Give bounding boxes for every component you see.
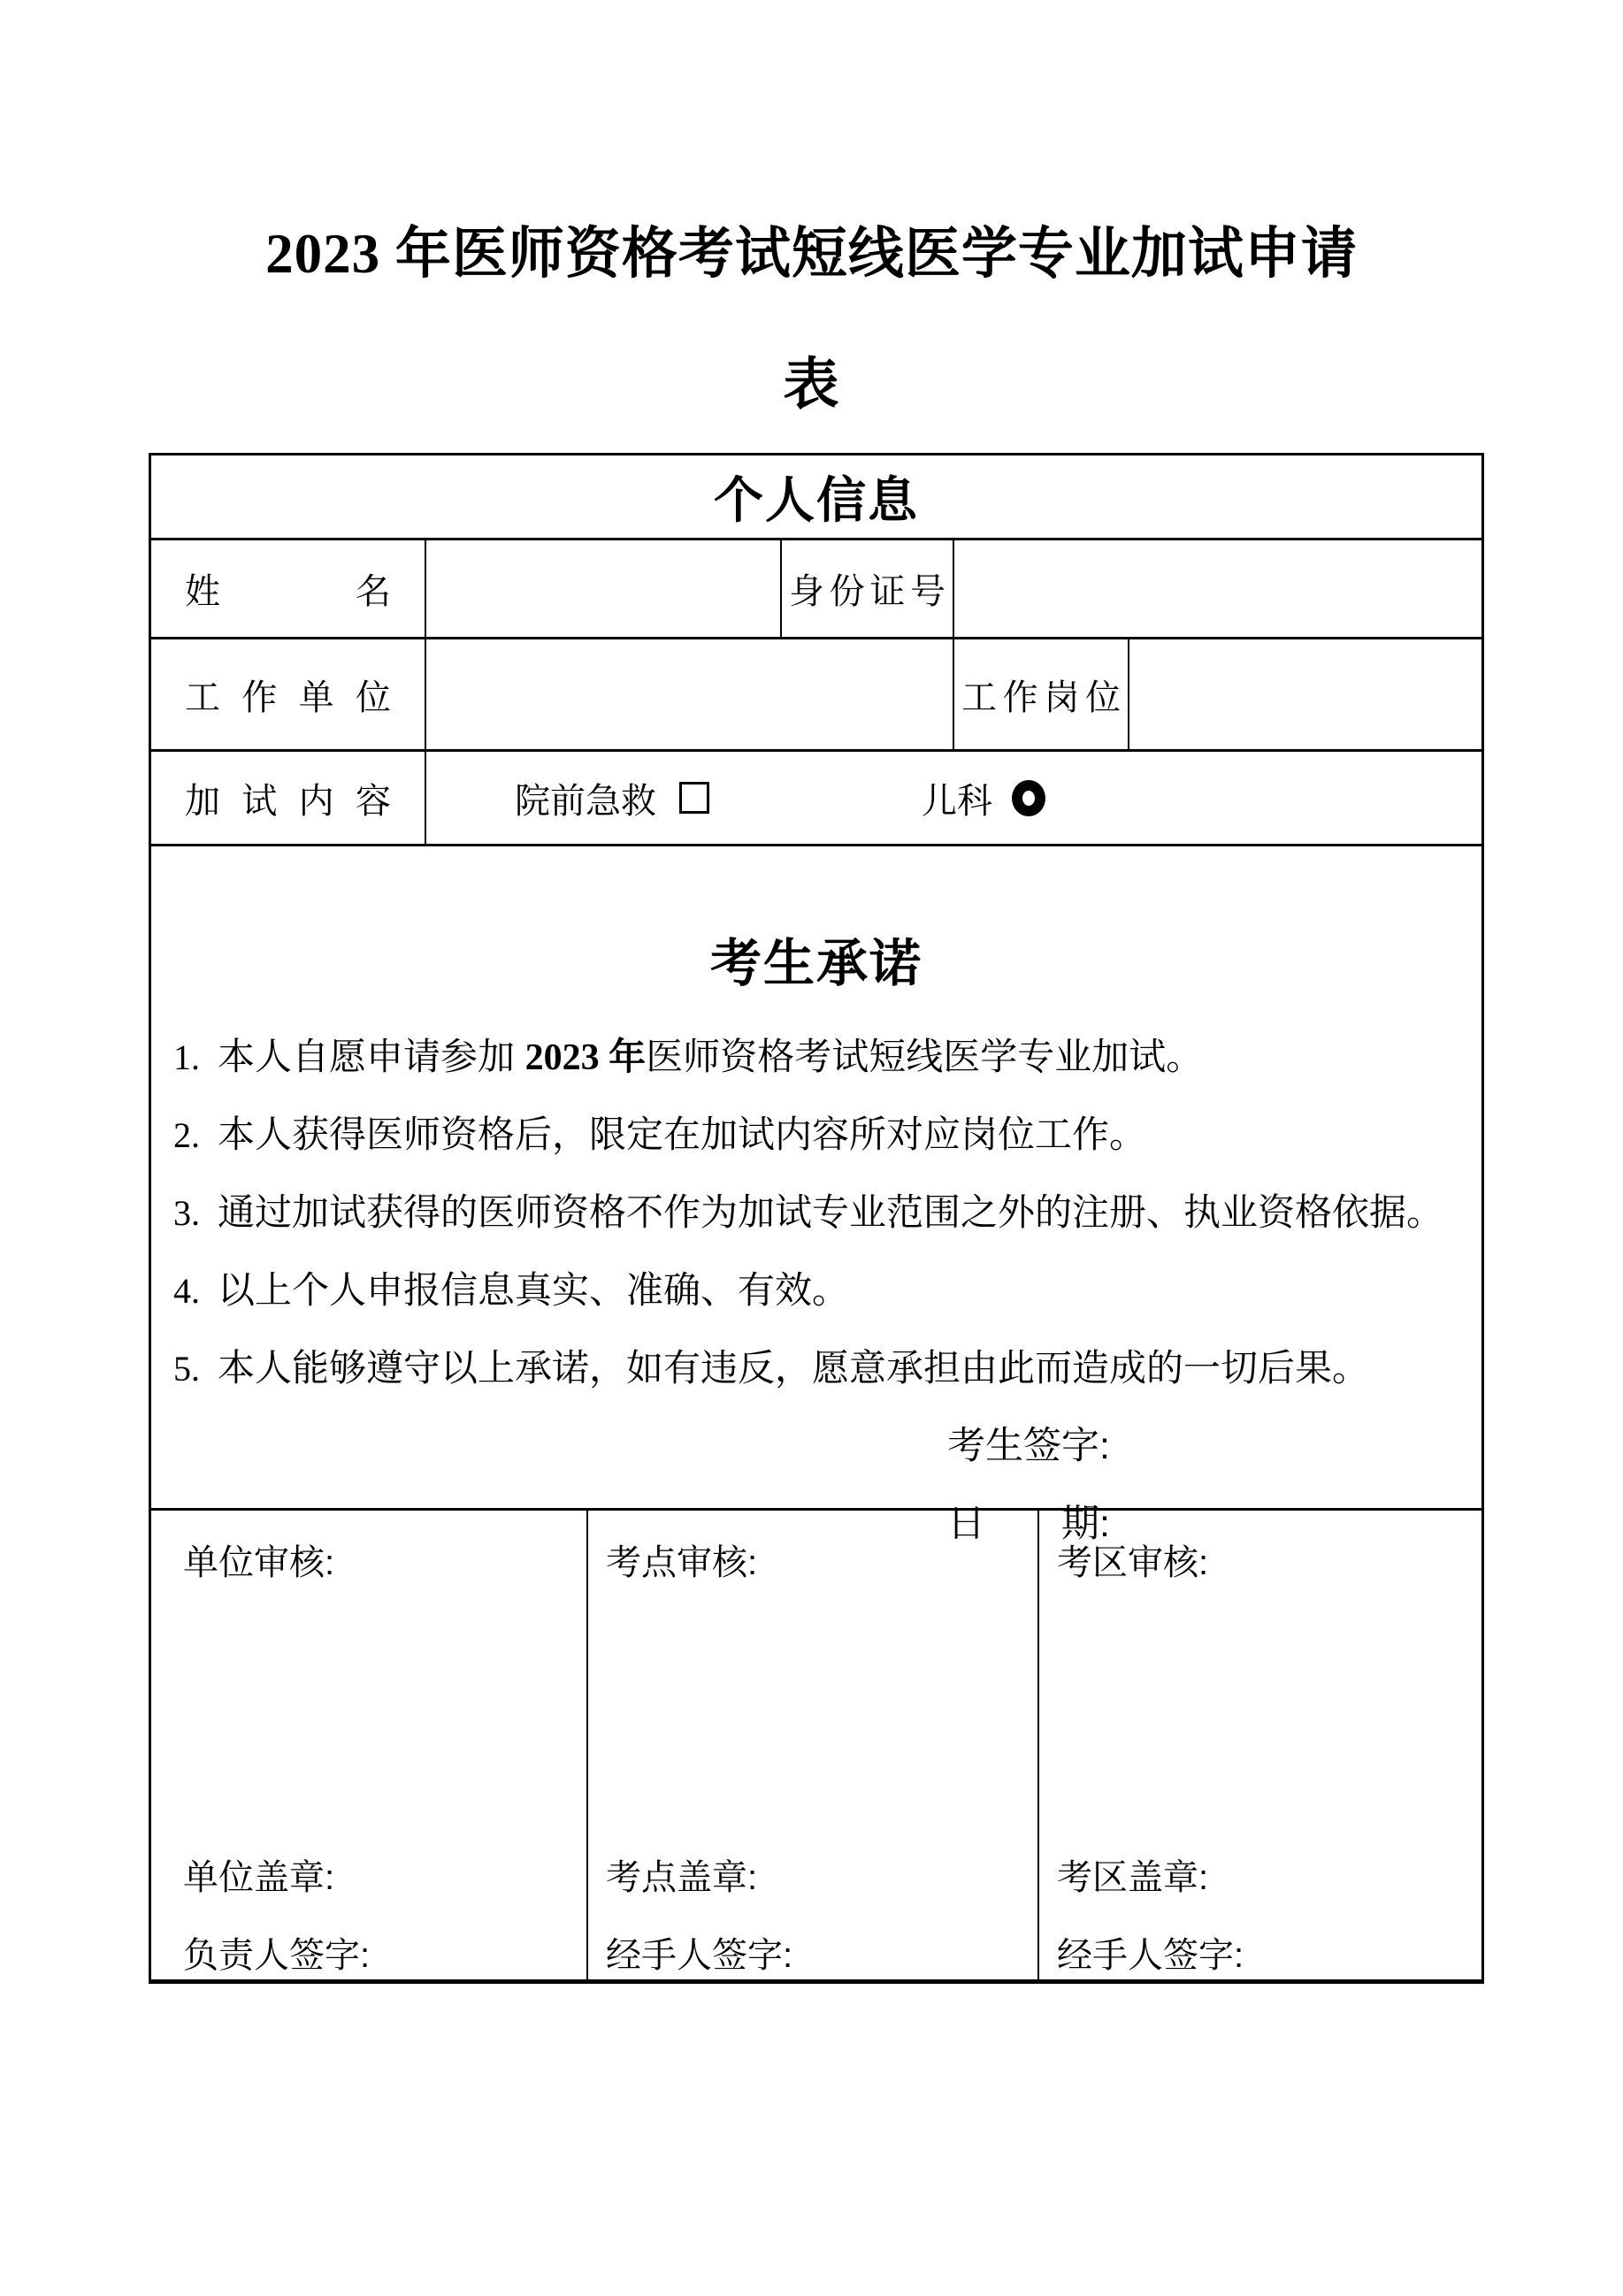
work-unit-input-cell[interactable] (425, 639, 953, 749)
commitment-item-5 (151, 1347, 1481, 1389)
item-number: 1. (173, 1037, 200, 1077)
site-stamp-label: 考点盖章: (606, 1858, 758, 1897)
name-input-cell[interactable] (425, 540, 780, 637)
site-handler-sign-label: 经手人签字: (606, 1936, 793, 1975)
commitment-row (151, 844, 1481, 1545)
page-title-line2: 表 (783, 354, 840, 416)
commitment-heading: 考生承诺 (709, 935, 923, 992)
candidate-signature-label: 考生签字: (947, 1425, 1110, 1467)
commitment-cell (151, 846, 1481, 1545)
id-number-label: 身份证号 (789, 572, 945, 611)
item-text: 通过加试获得的医师资格不作为加试专业范围之外的注册、执业资格依据。 (218, 1191, 1444, 1233)
item-number: 5. (173, 1349, 200, 1389)
option-pediatrics-label: 儿科 (922, 781, 992, 821)
commitment-item-3 (151, 1191, 1481, 1233)
item-text: 本人获得医师资格后，限定在加试内容所对应岗位工作。 (218, 1114, 1147, 1155)
area-review-cell (1037, 1511, 1481, 1979)
personal-info-header-cell (151, 455, 1481, 538)
addtest-label-cell (151, 752, 425, 844)
addtest-row (151, 749, 1481, 844)
item-text: 以上个人申报信息真实、准确、有效。 (218, 1269, 850, 1311)
work-unit-label: 工作单位 (185, 677, 391, 717)
page-title: 2023 年医师资格考试短线医学专业加试申请 (265, 223, 1358, 285)
area-handler-sign-label: 经手人签字: (1057, 1936, 1244, 1975)
id-number-input-cell[interactable] (953, 540, 1481, 637)
commitment-item-1 (151, 1038, 1481, 1076)
application-form-table (149, 453, 1484, 1984)
name-id-row (151, 538, 1481, 637)
name-label: 姓名 (185, 572, 391, 611)
checkbox-empty-icon[interactable] (679, 782, 709, 814)
work-unit-label-cell (151, 639, 425, 749)
addtest-options-cell (425, 752, 1481, 844)
area-stamp-label: 考区盖章: (1057, 1858, 1209, 1897)
item-number: 2. (173, 1115, 200, 1155)
id-number-label-cell (780, 540, 953, 637)
unit-responsible-sign-label: 负责人签字: (183, 1936, 371, 1975)
review-row (151, 1508, 1481, 1979)
radio-selected-icon[interactable] (1012, 780, 1045, 816)
site-review-cell (586, 1511, 1037, 1979)
addtest-label: 加试内容 (185, 781, 391, 821)
commitment-item-2 (151, 1116, 1481, 1154)
commitment-item-4 (151, 1269, 1481, 1311)
unit-stamp-label: 单位盖章: (183, 1858, 335, 1897)
work-post-label: 工作岗位 (961, 677, 1121, 717)
unit-review-cell (151, 1511, 586, 1979)
item-number: 4. (173, 1271, 200, 1311)
work-post-label-cell (953, 639, 1128, 749)
area-audit-label: 考区审核: (1057, 1543, 1209, 1582)
work-row (151, 637, 1481, 749)
commitment-list (151, 1038, 1481, 1388)
option-prehospital-label: 院前急救 (515, 781, 656, 821)
item-text: 本人能够遵守以上承诺，如有违反，愿意承担由此而造成的一切后果。 (218, 1347, 1370, 1389)
personal-info-heading: 个人信息 (714, 471, 919, 528)
item-text: 本人自愿申请参加 2023 年医师资格考试短线医学专业加试。 (218, 1036, 1204, 1078)
item-number: 3. (173, 1193, 200, 1233)
unit-audit-label: 单位审核: (183, 1543, 335, 1582)
name-label-cell (151, 540, 425, 637)
personal-info-header-row (151, 455, 1481, 538)
work-post-input-cell[interactable] (1128, 639, 1481, 749)
site-audit-label: 考点审核: (606, 1543, 758, 1582)
date-label: 日 期: (947, 1503, 1110, 1545)
